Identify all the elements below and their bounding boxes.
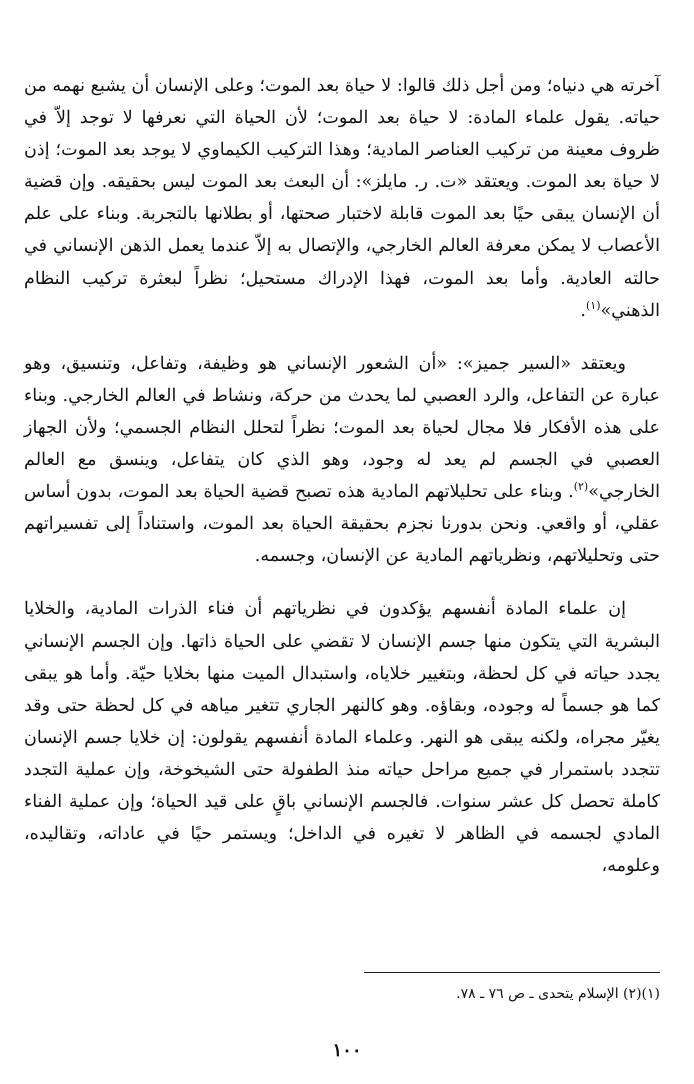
footnote-divider <box>364 972 660 973</box>
paragraph-2-text: ويعتقد «السير جميز»: «أن الشعور الإنساني هو وظيفة، وتفاعل، وتنسيق، وهو عبارة عن التفاعل، والرد العصبي لما يحدث من حركة، ونشاط في العالم الخارجي. وبناء على هذه الأفكار فلا مجال لحياة بعد الموت؛ نظراً لتحلل النظام الجسمي؛ ولأن الجهاز العصبي في الجسم لم يعد له وجود، وهو الذي كان يتفاعل، وينسق مع العالم الخارجي» <box>24 353 660 503</box>
page-number: ١٠٠ <box>332 1040 362 1061</box>
footnote-ref-2: (٢) <box>573 480 589 494</box>
footnote-ref-1: (١) <box>585 298 601 312</box>
paragraph-2-continuation: . وبناء على تحليلاتهم المادية هذه تصبح قضية الحياة بعد الموت، بدون أساس عقلي، أو واقعي. ونحن بدورنا نجزم بحقيقة الحياة بعد الموت، واستناداً إلى تفسيراتهم حتى وتحليلاتهم، ونظرياتهم المادية عن الإنسان، وجسمه. <box>24 482 660 567</box>
paragraph-1-end: . <box>580 300 586 321</box>
main-text <box>24 70 660 882</box>
paragraph-2 <box>24 348 660 573</box>
paragraph-1 <box>24 70 660 327</box>
paragraph-1-text: آخرته هي دنياه؛ ومن أجل ذلك قالوا: لا حياة بعد الموت؛ وعلى الإنسان أن يشبع نهمه من حياته. يقول علماء المادة: لا حياة بعد الموت؛ لأن الحياة التي نعرفها لا توجد إلاّ في ظروف معينة من تركيب العناصر المادية؛ وهذا التركيب الكيماوي لا يوجد بعد الموت؛ إذن لا حياة بعد الموت. ويعتقد «ت. ر. مايلز»: أن البعث بعد الموت ليس بحقيقه. وإن قضية أن الإنسان يبقى حيًا بعد الموت قابلة لاختبار صحتها، أو بطلانها بالتجربة. وبناء على علم الأعصاب لا يمكن معرفة العالم الخارجي، والإتصال به إلاّ عندما يعمل الذهن الإنساني في حالته العادية. وأما بعد الموت، فهذا الإدراك مستحيل؛ نظراً لبعثرة تركيب النظام الذهني» <box>24 76 660 321</box>
paragraph-3: إن علماء المادة أنفسهم يؤكدون في نظرياتهم أن فناء الذرات المادية، والخلايا البشرية التي يتكون منها جسم الإنسان لا تقضي على الحياة ذاتها. وإن الجسم الإنساني يجدد حياته في كل لحظة، وبتغيير خلاياه، واستبدال الميت منها بخلايا حيّة. وأما هو يبقى كما هو جسماً له وجوده، وبقاؤه. وهو كالنهر الجاري تتغير مياهه في كل لحظة حتى وقد يغيّر مجراه، ولكنه يبقى هو النهر. وعلماء المادة أنفسهم يقولون: إن خلايا جسم الإنسان تتجدد باستمرار في جميع مراحل حياته منذ الطفولة حتى الشيخوخة، وإن عملية التجدد كاملة تحصل كل عشر سنوات. فالجسم الإنساني باقٍ على قيد الحياة؛ وإن عملية الفناء المادي لجسمه في الظاهر لا تغيره في الداخل؛ ويستمر حيًا في عاداته، وتقاليده، وعلومه، <box>24 599 660 877</box>
footnote-text: (١)(٢) الإسلام يتحدى ـ ص ٧٦ ـ ٧٨. <box>456 986 660 1002</box>
